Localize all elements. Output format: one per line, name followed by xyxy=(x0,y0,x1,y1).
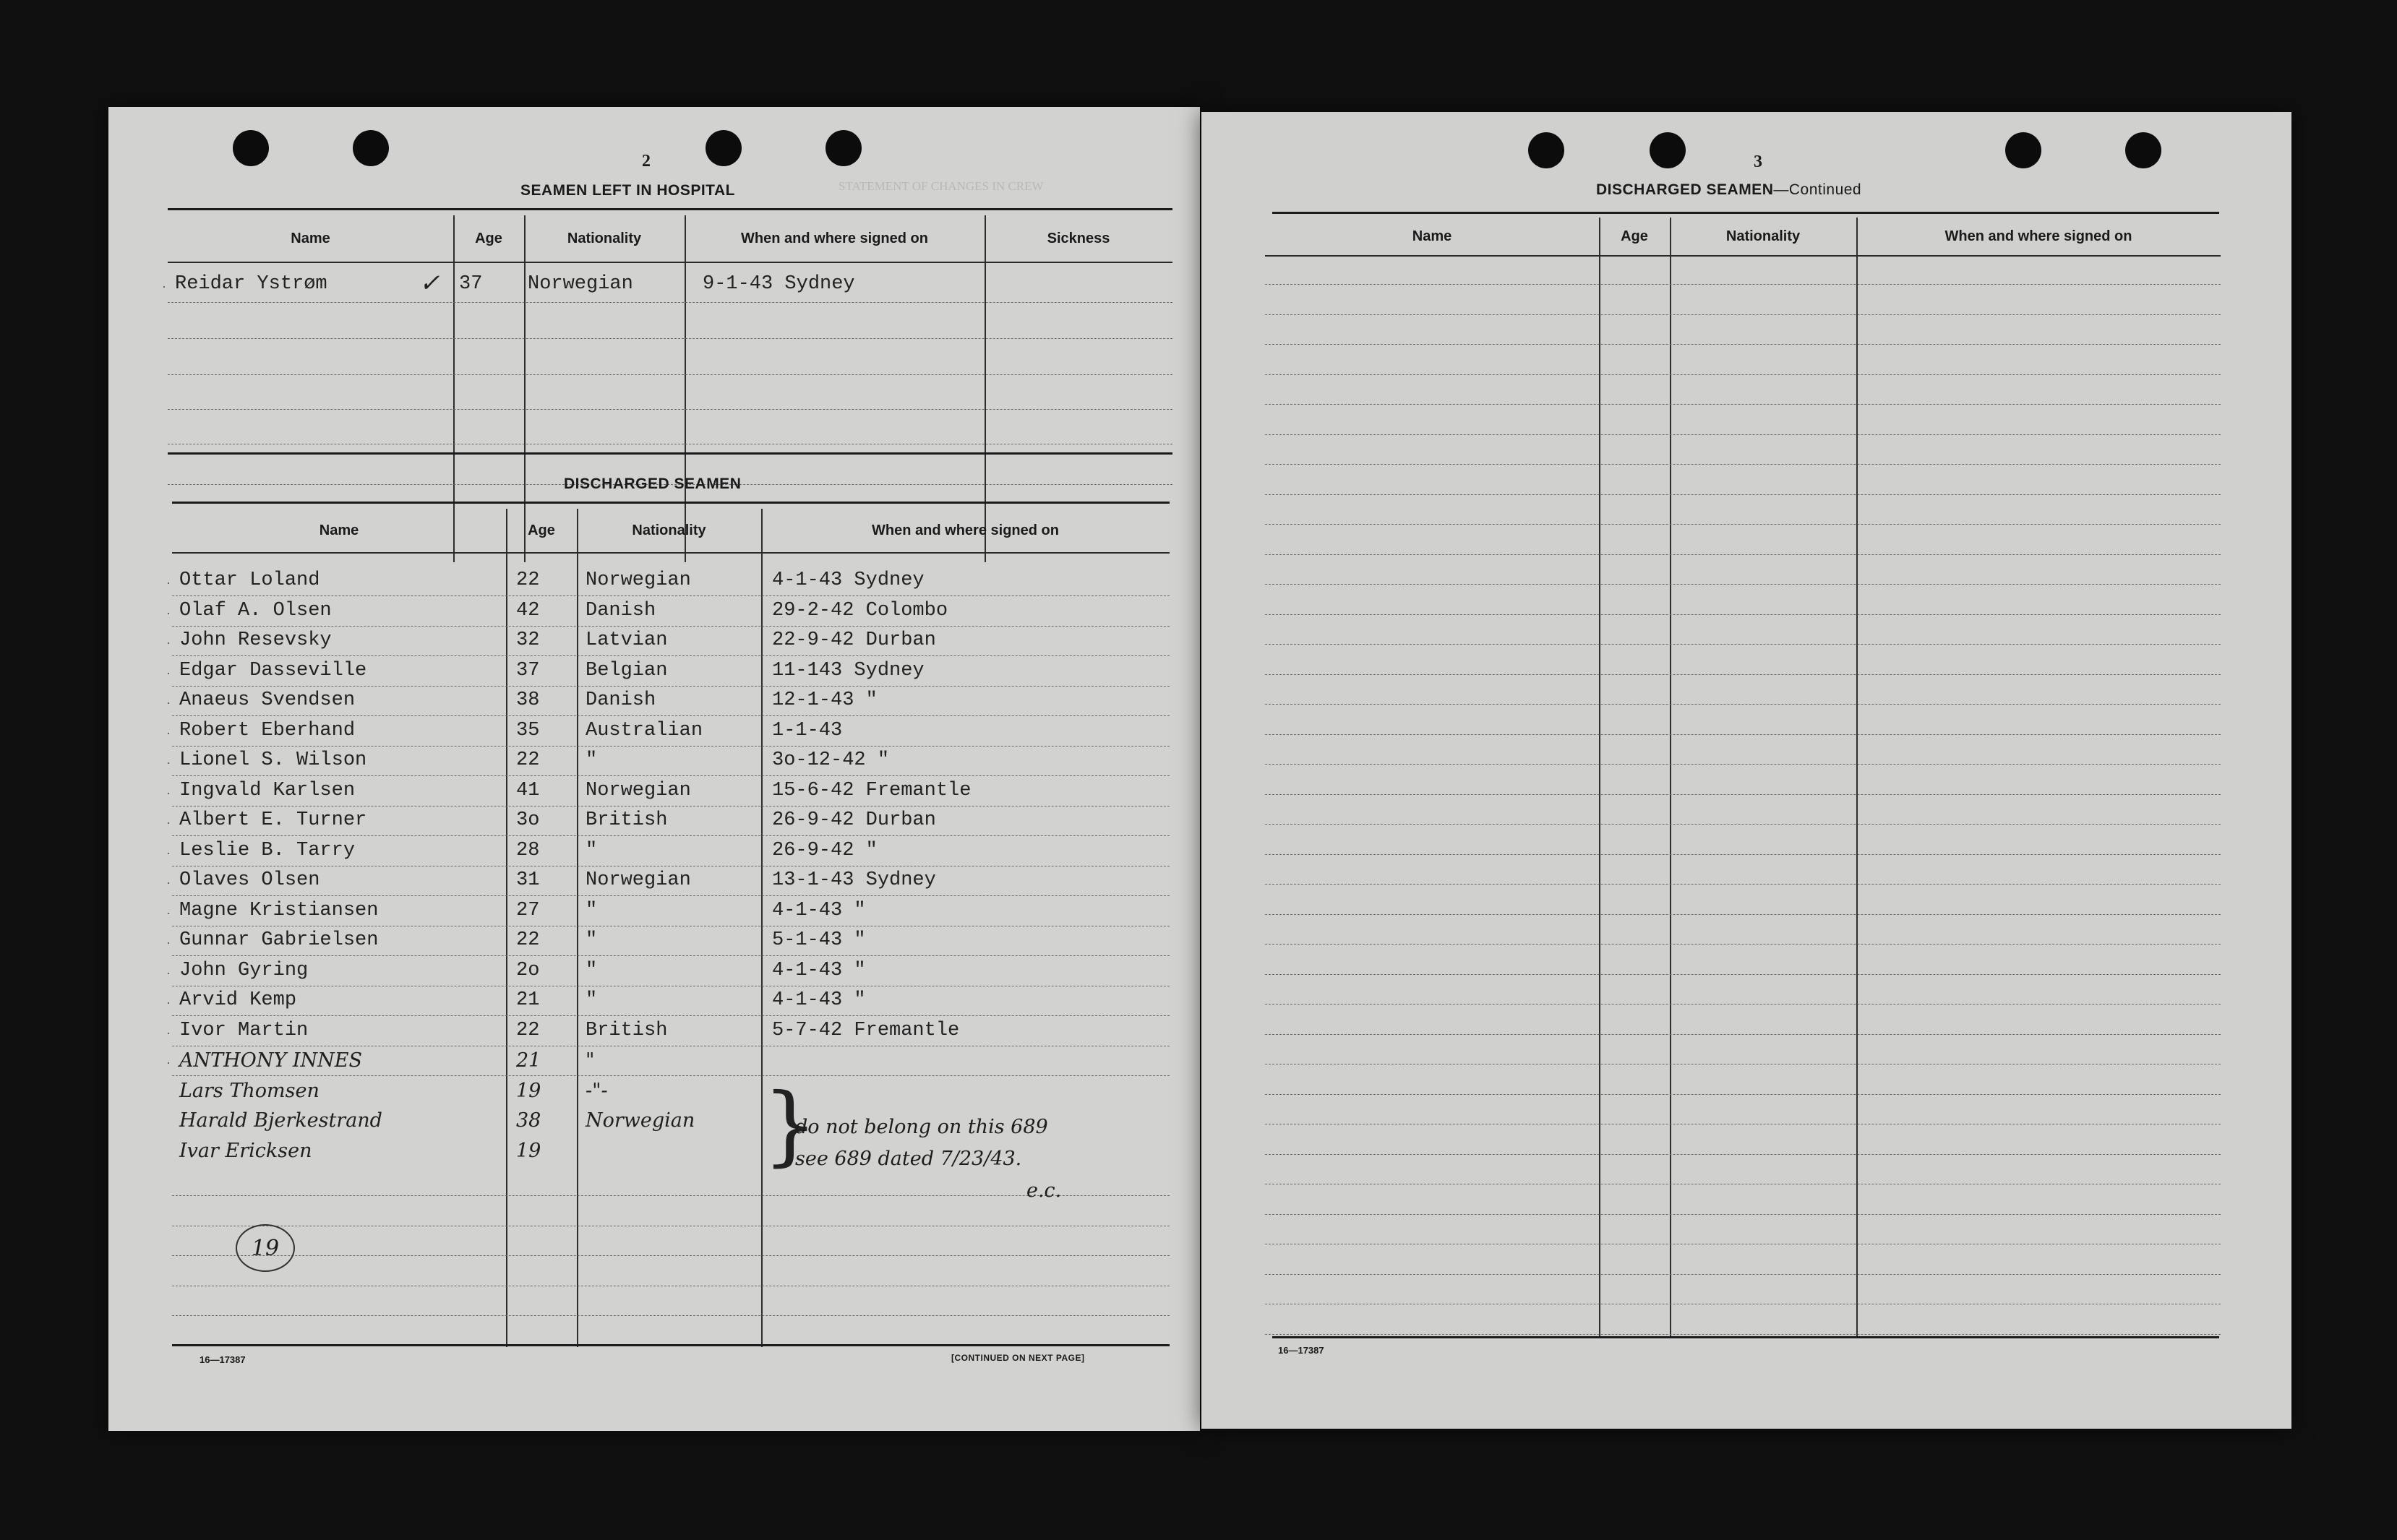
column-divider xyxy=(506,509,507,1347)
seaman-name: John Gyring xyxy=(179,959,309,981)
seaman-signed-on: 22-9-42 Durban xyxy=(772,629,936,651)
struck-name: Ivar Ericksen xyxy=(179,1139,312,1162)
row-tick-mark: · xyxy=(166,725,171,740)
seaman-signed-on: 29-2-42 Colombo xyxy=(772,599,948,621)
row-line xyxy=(1265,614,2221,615)
row-tick-mark: · xyxy=(166,965,171,980)
seaman-age: 32 xyxy=(516,629,540,651)
seaman-age: 21 xyxy=(516,1049,541,1072)
seaman-name: Olaf A. Olsen xyxy=(179,599,332,621)
hospital-bottom-rule xyxy=(168,452,1172,455)
header-nationality: Nationality xyxy=(1725,228,1801,244)
seaman-name: Reidar Ystrøm xyxy=(175,273,327,295)
form-number: 16—17387 xyxy=(1278,1345,1324,1356)
header-nationality: Nationality xyxy=(567,230,642,246)
top-rule xyxy=(1272,212,2219,214)
seaman-nationality: Belgian xyxy=(586,659,668,681)
discharged-top-rule xyxy=(172,502,1170,504)
seaman-nationality: Australian xyxy=(586,719,703,741)
header-sickness: Sickness xyxy=(1047,230,1110,246)
punch-hole xyxy=(2005,132,2041,168)
seaman-nationality: Norwegian xyxy=(586,869,691,891)
row-line xyxy=(1265,794,2221,795)
seaman-age: 28 xyxy=(516,839,540,861)
seaman-name: ANTHONY INNES xyxy=(179,1049,362,1072)
row-line xyxy=(1265,884,2221,885)
row-line xyxy=(1265,584,2221,585)
row-line xyxy=(1265,314,2221,315)
seaman-nationality: " xyxy=(586,899,598,921)
row-line xyxy=(1265,1214,2221,1215)
seaman-signed-on: 4-1-43 Sydney xyxy=(772,569,925,591)
seaman-nationality: " xyxy=(586,749,598,771)
row-tick-mark: · xyxy=(166,875,171,890)
row-line xyxy=(168,338,1172,339)
struck-age: 38 xyxy=(516,1109,541,1132)
row-line xyxy=(1265,1094,2221,1095)
row-line xyxy=(172,686,1170,687)
handwritten-initials: e.c. xyxy=(1026,1179,1062,1202)
row-tick-mark: · xyxy=(166,575,171,590)
row-tick-mark: · xyxy=(166,605,171,620)
column-divider xyxy=(761,509,763,1347)
row-line xyxy=(1265,674,2221,675)
seaman-age: 22 xyxy=(516,569,540,591)
struck-age: 19 xyxy=(516,1079,541,1102)
row-line xyxy=(172,655,1170,656)
row-line xyxy=(1265,854,2221,855)
row-line xyxy=(172,1075,1170,1076)
seaman-name: John Resevsky xyxy=(179,629,332,651)
seaman-nationality: British xyxy=(586,1019,668,1041)
seaman-age: 22 xyxy=(516,1019,540,1041)
handwritten-note: see 689 dated 7/23/43. xyxy=(795,1148,1022,1170)
seaman-signed-on: 13-1-43 Sydney xyxy=(772,869,936,891)
seaman-name: Gunnar Gabrielsen xyxy=(179,929,379,951)
seaman-signed-on: 5-7-42 Fremantle xyxy=(772,1019,960,1041)
hospital-top-rule xyxy=(168,208,1172,210)
row-tick-mark: · xyxy=(162,279,166,293)
page-number: 2 xyxy=(642,152,651,171)
row-line xyxy=(1265,374,2221,375)
row-line xyxy=(1265,524,2221,525)
seaman-nationality: " xyxy=(586,959,598,981)
bleed-through-text: STATEMENT OF CHANGES IN CREW xyxy=(839,179,1044,193)
row-line xyxy=(1265,824,2221,825)
hospital-table-header xyxy=(168,215,1172,263)
row-tick-mark: · xyxy=(166,845,171,860)
discharged-continued-title xyxy=(1596,181,1861,199)
header-signed-on: When and where signed on xyxy=(741,230,928,246)
row-line xyxy=(1265,494,2221,495)
bracket-mark: } xyxy=(763,1075,818,1176)
seaman-age: 41 xyxy=(516,779,540,801)
row-line xyxy=(1265,914,2221,915)
seaman-nationality: Danish xyxy=(586,599,656,621)
seaman-name: Arvid Kemp xyxy=(179,989,297,1011)
row-line xyxy=(1265,284,2221,285)
row-tick-mark: · xyxy=(166,695,171,710)
seaman-signed-on: 11-143 Sydney xyxy=(772,659,925,681)
seaman-signed-on: 26-9-42 " xyxy=(772,839,878,861)
punch-hole xyxy=(353,130,389,166)
seaman-age: 37 xyxy=(516,659,540,681)
header-name: Name xyxy=(319,522,359,538)
header-name: Name xyxy=(291,230,330,246)
row-tick-mark: · xyxy=(166,905,171,920)
seaman-nationality: Norwegian xyxy=(586,569,691,591)
seaman-age: 3o xyxy=(516,809,540,831)
discharged-continued-table xyxy=(1265,218,2221,1338)
struck-nationality: -"- xyxy=(586,1079,608,1102)
left-page xyxy=(108,107,1200,1431)
seaman-name: Anaeus Svendsen xyxy=(179,689,356,711)
seaman-age: 2o xyxy=(516,959,540,981)
punch-hole xyxy=(1650,132,1686,168)
row-line xyxy=(1265,434,2221,435)
row-line xyxy=(1265,704,2221,705)
seaman-name: Ingvald Karlsen xyxy=(179,779,356,801)
seaman-name: Olaves Olsen xyxy=(179,869,320,891)
seaman-nationality: Norwegian xyxy=(586,779,691,801)
seaman-signed-on: 15-6-42 Fremantle xyxy=(772,779,972,801)
row-line xyxy=(1265,1004,2221,1005)
seaman-signed-on: 3o-12-42 " xyxy=(772,749,890,771)
seaman-age: 22 xyxy=(516,929,540,951)
row-line xyxy=(1265,974,2221,975)
seaman-name: Edgar Dasseville xyxy=(179,659,367,681)
seaman-name: Leslie B. Tarry xyxy=(179,839,356,861)
column-divider xyxy=(1856,218,1858,1338)
seaman-signed-on: 9-1-43 Sydney xyxy=(703,273,855,295)
seaman-name: Albert E. Turner xyxy=(179,809,367,831)
column-divider xyxy=(577,509,578,1347)
seaman-nationality: " xyxy=(586,989,598,1011)
handwritten-note: do not belong on this 689 xyxy=(795,1116,1048,1138)
row-line xyxy=(1265,1274,2221,1275)
seaman-age: 35 xyxy=(516,719,540,741)
seaman-age: 22 xyxy=(516,749,540,771)
header-age: Age xyxy=(475,230,502,246)
punch-hole xyxy=(2125,132,2161,168)
seaman-signed-on: 4-1-43 " xyxy=(772,989,866,1011)
seaman-name: Ottar Loland xyxy=(179,569,320,591)
struck-name: Lars Thomsen xyxy=(179,1079,320,1102)
header-signed-on: When and where signed on xyxy=(1944,228,2132,244)
row-tick-mark: · xyxy=(166,935,171,950)
row-line xyxy=(172,1015,1170,1016)
seaman-signed-on: 4-1-43 " xyxy=(772,959,866,981)
row-line xyxy=(1265,764,2221,765)
row-line xyxy=(1265,1034,2221,1035)
seaman-name: Ivor Martin xyxy=(179,1019,309,1041)
seaman-age: 37 xyxy=(459,273,483,295)
struck-name: Harald Bjerkestrand xyxy=(179,1109,382,1132)
seaman-name: Robert Eberhand xyxy=(179,719,356,741)
seaman-age: 27 xyxy=(516,899,540,921)
seaman-nationality: Latvian xyxy=(586,629,668,651)
row-tick-mark: · xyxy=(166,1025,171,1040)
row-line xyxy=(172,1195,1170,1196)
punch-hole xyxy=(1528,132,1564,168)
title-bold: DISCHARGED SEAMEN xyxy=(1596,181,1774,198)
check-mark: ✓ xyxy=(419,269,440,298)
row-line xyxy=(172,1315,1170,1316)
seaman-signed-on: 5-1-43 " xyxy=(772,929,866,951)
row-line xyxy=(1265,644,2221,645)
column-divider xyxy=(1670,218,1671,1338)
right-page xyxy=(1201,112,2291,1429)
row-line xyxy=(172,746,1170,747)
page-number: 3 xyxy=(1754,152,1762,171)
seaman-nationality: British xyxy=(586,809,668,831)
row-tick-mark: · xyxy=(166,635,171,650)
punch-hole xyxy=(233,130,269,166)
row-line xyxy=(172,1255,1170,1256)
seaman-signed-on: 26-9-42 Durban xyxy=(772,809,936,831)
row-line xyxy=(1265,1154,2221,1155)
discharged-table-header xyxy=(172,509,1170,554)
row-line xyxy=(1265,344,2221,345)
discharged-title: DISCHARGED SEAMEN xyxy=(564,476,742,492)
table-header xyxy=(1265,218,2221,257)
row-line xyxy=(168,409,1172,410)
header-nationality: Nationality xyxy=(632,522,706,538)
row-tick-mark: · xyxy=(166,1055,171,1070)
row-line xyxy=(1265,734,2221,735)
seaman-nationality: Danish xyxy=(586,689,656,711)
seaman-signed-on: 12-1-43 " xyxy=(772,689,878,711)
punch-hole xyxy=(706,130,742,166)
seaman-signed-on: 4-1-43 " xyxy=(772,899,866,921)
bottom-rule xyxy=(1272,1336,2219,1338)
seaman-age: 21 xyxy=(516,989,540,1011)
row-line xyxy=(168,302,1172,303)
column-divider xyxy=(1599,218,1600,1338)
row-line xyxy=(168,374,1172,375)
row-line xyxy=(172,775,1170,776)
row-line xyxy=(1265,1334,2221,1335)
row-line xyxy=(172,715,1170,716)
form-number: 16—17387 xyxy=(200,1354,246,1365)
seaman-age: 31 xyxy=(516,869,540,891)
seaman-nationality: " xyxy=(586,929,598,951)
row-line xyxy=(1265,554,2221,555)
header-age: Age xyxy=(1621,228,1648,244)
row-line xyxy=(1265,404,2221,405)
row-line xyxy=(172,626,1170,627)
seaman-nationality: " xyxy=(586,1049,595,1072)
header-name: Name xyxy=(1412,228,1452,244)
circled-count: 19 xyxy=(236,1224,295,1272)
discharged-table xyxy=(166,509,1170,1347)
seaman-name: Magne Kristiansen xyxy=(179,899,379,921)
struck-age: 19 xyxy=(516,1139,541,1162)
row-tick-mark: · xyxy=(166,755,171,770)
row-tick-mark: · xyxy=(166,815,171,830)
struck-nationality: Norwegian xyxy=(586,1109,695,1132)
row-line xyxy=(172,955,1170,956)
row-line xyxy=(1265,464,2221,465)
title-suffix: —Continued xyxy=(1773,181,1862,198)
row-line xyxy=(172,595,1170,596)
row-tick-mark: · xyxy=(166,665,171,680)
row-line xyxy=(172,895,1170,896)
seaman-nationality: " xyxy=(586,839,598,861)
row-tick-mark: · xyxy=(166,995,171,1010)
row-tick-mark: · xyxy=(166,785,171,800)
row-line xyxy=(1265,944,2221,945)
punch-hole xyxy=(826,130,862,166)
seaman-age: 38 xyxy=(516,689,540,711)
header-signed-on: When and where signed on xyxy=(872,522,1059,538)
seaman-signed-on: 1-1-43 xyxy=(772,719,843,741)
seaman-name: Lionel S. Wilson xyxy=(179,749,367,771)
continued-note: [CONTINUED ON NEXT PAGE] xyxy=(951,1353,1085,1363)
seaman-nationality: Norwegian xyxy=(528,273,633,295)
header-age: Age xyxy=(528,522,555,538)
seaman-age: 42 xyxy=(516,599,540,621)
hospital-title: SEAMEN LEFT IN HOSPITAL xyxy=(520,182,735,199)
row-line xyxy=(172,835,1170,836)
discharged-bottom-rule xyxy=(172,1344,1170,1346)
